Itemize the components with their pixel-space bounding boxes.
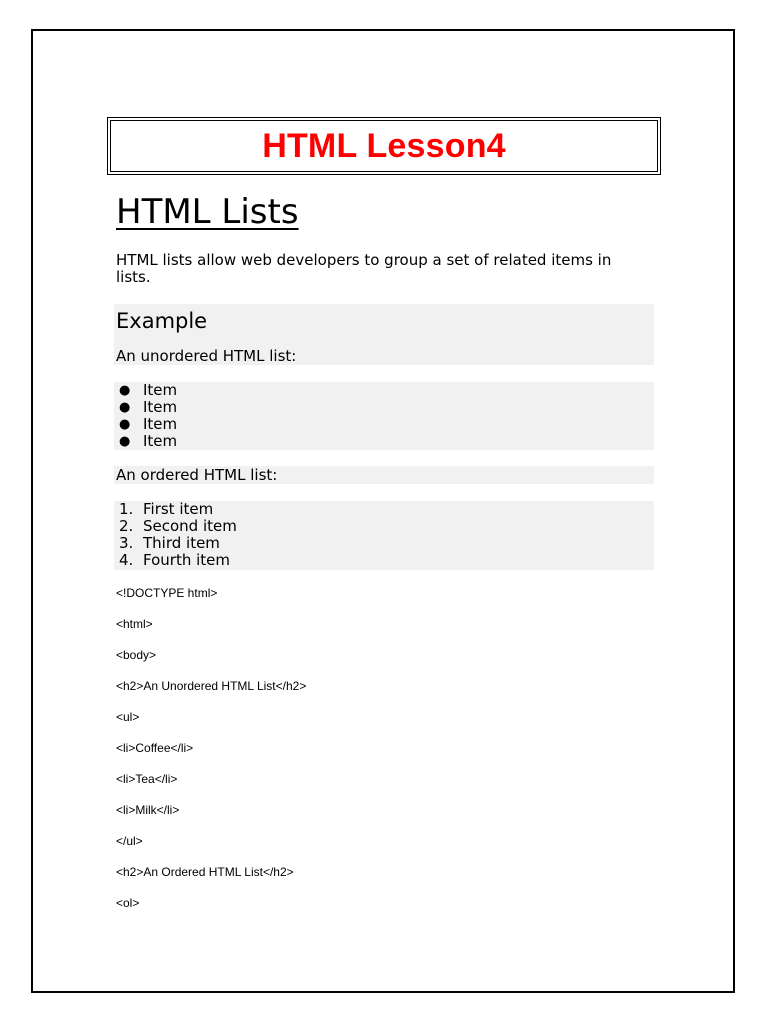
code-line: <!DOCTYPE html>	[116, 586, 218, 600]
list-item	[116, 535, 237, 552]
list-item-text: Fourth item	[143, 551, 230, 569]
list-item-text: Item	[143, 432, 178, 450]
code-line: <h2>An Unordered HTML List</h2>	[116, 679, 307, 693]
list-item-text: Item	[143, 398, 178, 416]
intro-paragraph: HTML lists allow web developers to group a set of related items in lists.	[116, 251, 612, 286]
list-item	[116, 399, 177, 416]
main-heading: HTML Lists	[116, 192, 299, 232]
list-item	[116, 416, 177, 433]
list-item-text: Item	[143, 381, 178, 399]
bullet-icon: ●	[119, 383, 131, 398]
code-line: <ol>	[116, 896, 140, 910]
code-line: <html>	[116, 617, 153, 631]
bullet-icon: ●	[119, 434, 131, 449]
code-listing	[116, 585, 306, 926]
unordered-list	[116, 382, 177, 450]
code-line: <li>Tea</li>	[116, 772, 178, 786]
unordered-list-shade	[114, 382, 654, 450]
code-line: <li>Milk</li>	[116, 803, 180, 817]
list-item	[116, 433, 177, 450]
ordered-list	[116, 501, 237, 569]
code-line: <ul>	[116, 710, 140, 724]
example-heading: Example	[116, 309, 208, 333]
unordered-list-label: An unordered HTML list:	[116, 347, 297, 365]
list-item-number: 3.	[119, 534, 134, 552]
code-line: <body>	[116, 648, 157, 662]
code-line: </ul>	[116, 834, 143, 848]
list-item-text: Third item	[143, 534, 220, 552]
list-item-text: First item	[143, 500, 214, 518]
bullet-icon: ●	[119, 400, 131, 415]
ordered-list-label: An ordered HTML list:	[116, 466, 278, 484]
list-item	[116, 518, 237, 535]
list-item-number: 1.	[119, 500, 134, 518]
list-item	[116, 552, 237, 569]
code-line: <li>Coffee</li>	[116, 741, 194, 755]
title-box	[107, 117, 661, 175]
list-item-number: 4.	[119, 551, 134, 569]
list-item	[116, 382, 177, 399]
list-item	[116, 501, 237, 518]
list-item-number: 2.	[119, 517, 134, 535]
bullet-icon: ●	[119, 417, 131, 432]
title-inner-frame	[110, 120, 658, 172]
lesson-title: HTML Lesson4	[262, 126, 506, 165]
list-item-text: Item	[143, 415, 178, 433]
list-item-text: Second item	[143, 517, 237, 535]
code-line: <h2>An Ordered HTML List</h2>	[116, 865, 294, 879]
